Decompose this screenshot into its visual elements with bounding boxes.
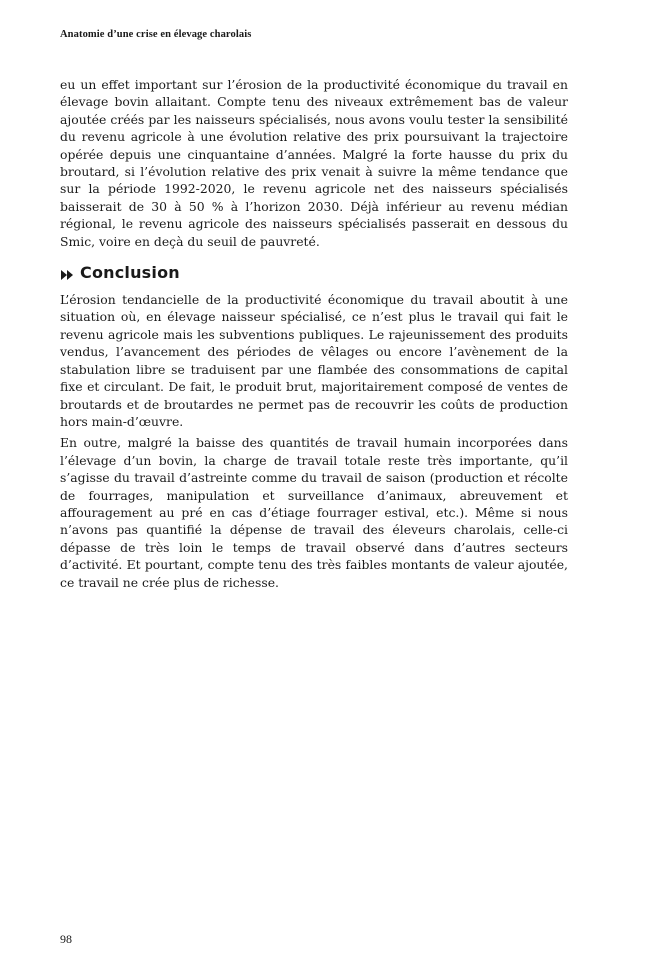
section-heading-conclusion (60, 261, 568, 283)
paragraph-conclusion-2: En outre, malgré la baisse des quantités de travail humain incorporées dans l’élevage d’un bovin, la charge de travail totale reste très importante, qu’il s’agisse du travail d’astreinte comme du travail de saison (production et récolte de fourrages, manipulation et surveillance d’animaux, abreuvement et affouragement au pré en cas d’étiage fourrager estival, etc.). Même si nous n’avons pas quantifié la dépense de travail des éleveurs charolais, celle-ci dépasse de très loin le temps de travail observé dans d’autres secteurs d’activité. Et pourtant, compte tenu des très faibles montants de valeur ajoutée, ce travail ne crée plus de richesse. (60, 435, 568, 590)
double-arrow-right-icon (60, 266, 75, 278)
body-text (60, 76, 568, 591)
paragraph-intro: eu un effet important sur l’érosion de la productivité économique du travail en élevage bovin allaitant. Compte tenu des niveaux extrêmement bas de valeur ajoutée créés par les naisseurs spécialisés, nous avons voulu tester la sensibilité du revenu agricole à une évolution relative des prix poursuivant la trajectoire opérée depuis une cinquantaine d’années. Malgré la forte hausse du prix du broutard, si l’évolution relative des prix venait à suivre la même tendance que sur la période 1992-2020, le revenu agricole net des naisseurs spécialisés baisserait de 30 à 50 % à l’horizon 2030. Déjà inférieur au revenu médian régional, le revenu agricole des naisseurs spécialisés passerait en dessous du Smic, voire en deçà du seuil de pauvreté. (60, 77, 568, 249)
section-title: Conclusion (80, 262, 180, 282)
page-number: 98 (60, 932, 72, 946)
running-head: Anatomie d’une crise en élevage charolais (60, 29, 252, 40)
paragraph-conclusion-1: L’érosion tendancielle de la productivité économique du travail aboutit à une situation où, en élevage naisseur spécialisé, ce n’est plus le travail qui fait le revenu agricole mais les subventions publiques. Le rajeunissement des produits vendus, l’avancement des périodes de vêlages ou encore l’avènement de la stabulation libre se traduisent par une flambée des consommations de capital fixe et circulant. De fait, le produit brut, majoritairement composé de ventes de broutards et de broutardes ne permet pas de recouvrir les coûts de production hors main-d’œuvre. (60, 292, 568, 429)
